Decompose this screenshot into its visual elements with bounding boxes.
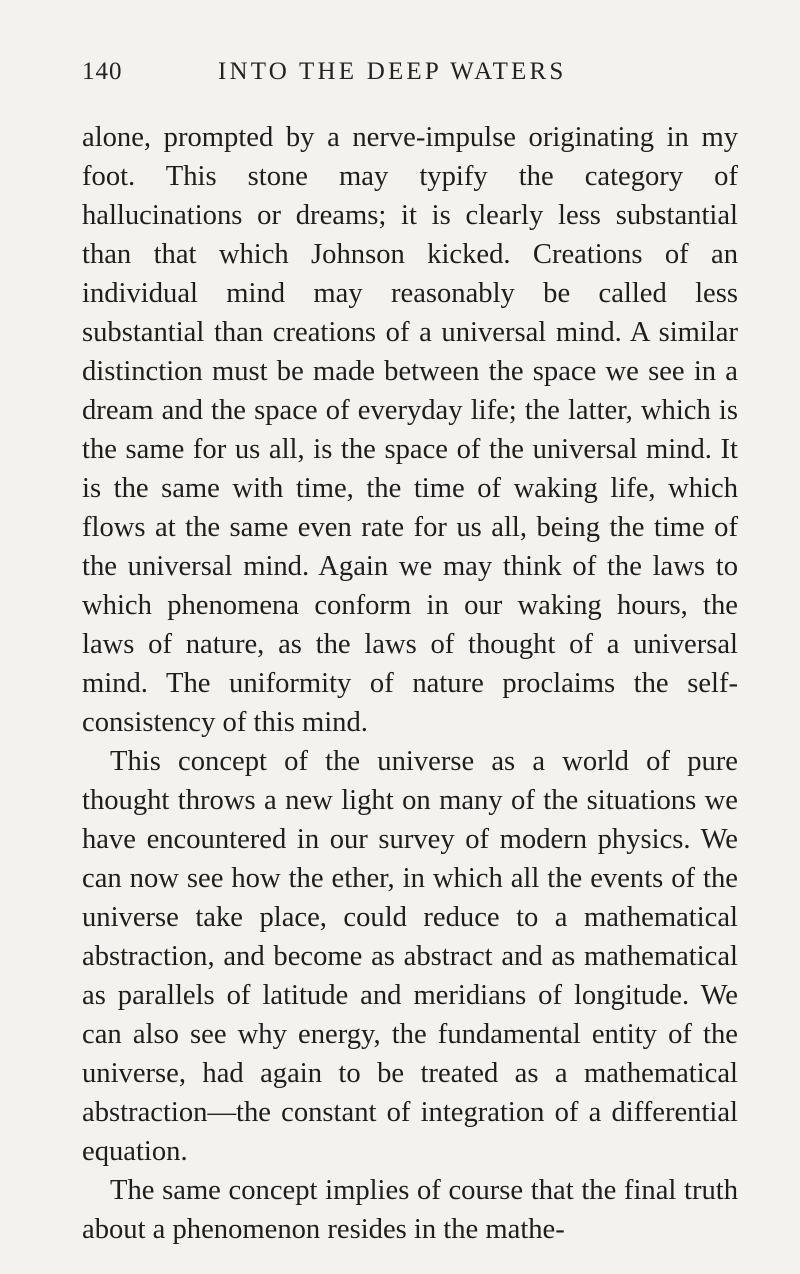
paragraph-1: alone, prompted by a nerve-impulse originating in my foot. This stone may typify the category of hallucinations or dreams; it is clearly less substantial than that which Johnson kicked. Creations of an individual mind may reasonably be called less substantial than creations of a universal mind. A similar distinction must be made between the space we see in a dream and the space of everyday life; the latter, which is the same for us all, is the space of the universal mind. It is the same with time, the time of waking life, which flows at the same even rate for us all, being the time of the universal mind. Again we may think of the laws to which phenomena conform in our waking hours, the laws of nature, as the laws of thought of a universal mind. The uniformity of nature proclaims the self-consistency of this mind.	[82, 122, 738, 738]
running-head	[82, 58, 738, 98]
body-text	[82, 118, 738, 1249]
running-title: INTO THE DEEP WATERS	[218, 58, 567, 85]
paragraph-3: The same concept implies of course that the final truth about a phenomenon resides in the mathe-	[82, 1175, 738, 1245]
paragraph-2: This concept of the universe as a world of pure thought throws a new light on many of the situations we have encountered in our survey of modern physics. We can now see how the ether, in which all the events of the universe take place, could reduce to a mathematical abstraction, and become as abstract and as mathematical as parallels of latitude and meridians of longitude. We can also see why energy, the fundamental entity of the universe, had again to be treated as a mathematical abstraction—the constant of integration of a differential equation.	[82, 746, 738, 1167]
page-number: 140	[82, 58, 123, 85]
